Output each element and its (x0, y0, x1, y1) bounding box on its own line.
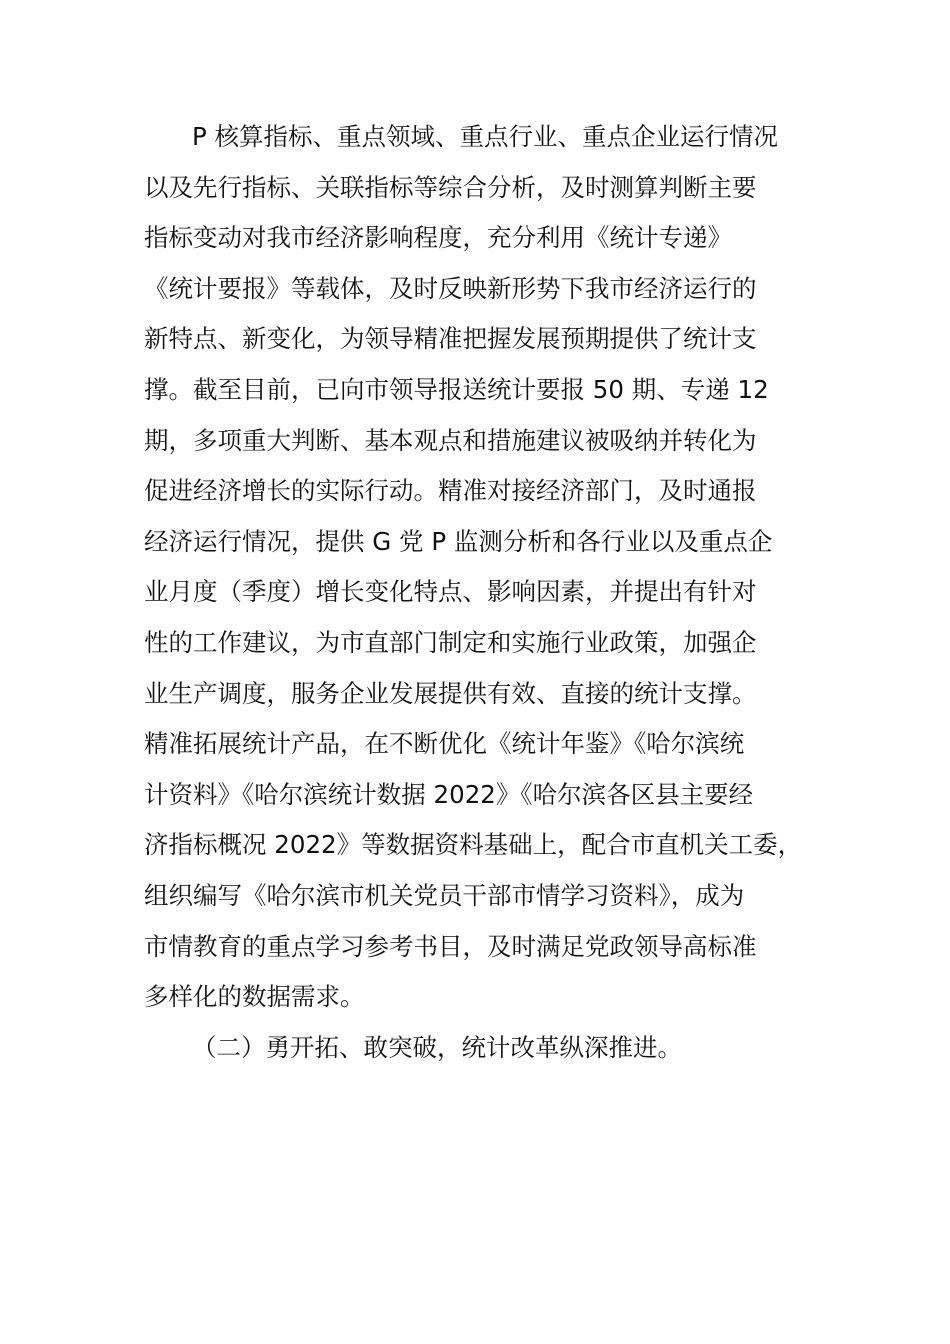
paragraph-line-11: 性的工作建议，为市直部门制定和实施行业政策，加强企 (144, 627, 757, 657)
body-text (144, 112, 844, 1073)
paragraph-line-13: 精准拓展统计产品，在不断优化《统计年鉴》《哈尔滨统 (144, 729, 745, 759)
paragraph-line-3: 指标变动对我市经济影响程度，充分利用《统计专递》 (144, 223, 732, 253)
paragraph-line-16: 组织编写《哈尔滨市机关党员干部市情学习资料》，成为 (144, 880, 745, 910)
paragraph-line-9: 经济运行情况，提供 G 党 P 监测分析和各行业以及重点企 (144, 526, 773, 556)
paragraph-line-2: 以及先行指标、关联指标等综合分析，及时测算判断主要 (144, 172, 757, 202)
paragraph-line-4: 《统计要报》等载体，及时反映新形势下我市经济运行的 (144, 273, 757, 303)
paragraph-line-18: 多样化的数据需求。 (144, 982, 365, 1012)
paragraph-line-6: 撑。截至目前，已向市领导报送统计要报 50 期、专递 12 (144, 374, 769, 404)
paragraph-line-7: 期，多项重大判断、基本观点和措施建议被吸纳并转化为 (144, 425, 757, 455)
paragraph-line-10: 业月度（季度）增长变化特点、影响因素，并提出有针对 (144, 577, 757, 607)
paragraph-line-15: 济指标概况 2022》等数据资料基础上，配合市直机关工委， (144, 830, 803, 860)
paragraph-line-8: 促进经济增长的实际行动。精准对接经济部门，及时通报 (144, 476, 757, 506)
paragraph-line-1: P 核算指标、重点领域、重点行业、重点企业运行情况 (192, 122, 779, 151)
paragraph-line-14: 计资料》《哈尔滨统计数据 2022》《哈尔滨各区县主要经 (144, 779, 754, 809)
paragraph-line-17: 市情教育的重点学习参考书目，及时满足党政领导高标准 (144, 931, 757, 961)
paragraph-line-12: 业生产调度，服务企业发展提供有效、直接的统计支撑。 (144, 678, 757, 708)
paragraph-line-5: 新特点、新变化，为领导精准把握发展预期提供了统计支 (144, 324, 757, 354)
section-heading: （二）勇开拓、敢突破，统计改革纵深推进。 (192, 1032, 682, 1062)
